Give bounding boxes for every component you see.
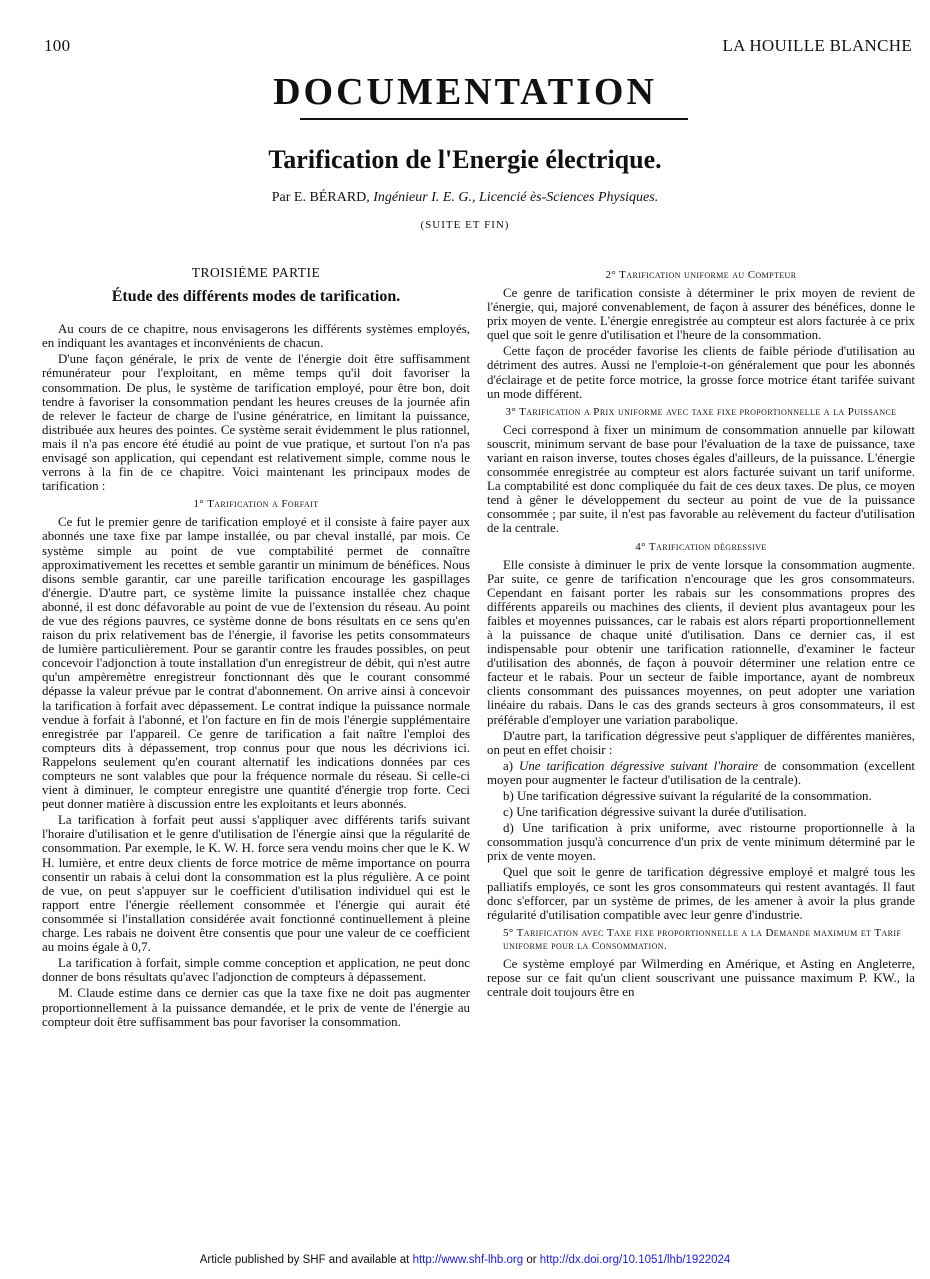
article-title: Tarification de l'Energie électrique. — [268, 145, 662, 174]
part-heading: TROISIÈME PARTIE — [191, 266, 321, 280]
paragraph: Ce système employé par Wilmerding en Amérique, et Asting en Angleterre, repose sur ce fait qu'un client souscrivant une puissance maximum P. KW., la centrale doit toujours être en — [487, 956, 915, 1000]
paragraph: Ceci correspond à fixer un minimum de consommation annuelle par kilowatt souscrit, minimum servant de base pour l'évaluation de la taxe de puissance, taxe variant en raison inverse, toutes choses égales d'ailleurs, de la puissance. L'énergie consommée enregistrée au compteur est alors facturée suivant un tarif uniforme. La comptabilité est donc compliquée du fait de ces deux taxes. De plus, ce moyen tend à gêner le développement du secteur au point de vue de la puissance consommée ; par suite, il n'est pas favorable au relèvement du facteur d'utilisation de la centrale. — [487, 422, 915, 536]
list-item: b) Une tarification dégressive suivant la régularité de la consommation. — [503, 789, 872, 803]
subheading-forfait: 1° Tarification a Forfait — [193, 498, 319, 511]
doi-link[interactable]: http://dx.doi.org/10.1051/lhb/1922024 — [539, 1254, 731, 1266]
paragraph: D'une façon générale, le prix de vente de l'énergie doit être suffisamment rémunérateur pour l'exploitant, en même temps qu'il doit favoriser la consommation. De plus, le système de tarification employé, pour être bon, doit tendre à favoriser la consommation pendant les heures creuses de la journée afin de relever le facteur de charge de l'usine génératrice, en limitant la puissance, distribuée aux heures des pointes. Ce système serait évidemment le plus rationnel, mais il n'a pas encore été étudié au point de vue pratique, et surtout l'on n'a pas envisagé son application, qui cependant est relativement simple, comme nous le verrons à la fin de ce chapitre. Voici maintenant les principaux modes de tarification : — [42, 352, 470, 494]
paragraph: La tarification à forfait, simple comme conception et application, ne peut donc donner de bons résultats qu'avec l'adjonction de compteurs à dépassement. — [42, 956, 470, 985]
subheading-uniforme: 2° Tarification uniforme au Compteur — [605, 269, 797, 281]
list-item: d) Une tarification à prix uniforme, avec ristourne proportionnelle à la consommation jusqu'à concurrence d'un prix de vente minimum déterminé par le prix de vente moyen. — [487, 821, 915, 864]
paragraph: Quel que soit le genre de tarification dégressive employé et malgré tous les palliatifs employés, ce sont les gros consommateurs qui restent avantagés. Il faut donc s'efforcer, par un système de primes, de les amener à avoir la plus grande régularité d'utilisation compatible avec leur genre d'industrie. — [487, 865, 915, 922]
study-heading: Étude des différents modes de tarification. — [111, 288, 401, 306]
byline — [0, 190, 930, 206]
paragraph: Cette façon de procéder favorise les clients de faible période d'utilisation au détriment des autres. Aussi ne l'emploie-t-on généralement que pour les abonnés d'éclairage et de petite force motrice, la grosse force motrice étant tarifée suivant un mode différent. — [487, 344, 915, 401]
byline-author: Par E. BÉRARD, — [271, 190, 370, 205]
subheading-demande: 5° Tarification avec Taxe fixe proportionnelle a la Demande maximum et Tarif uniforme pour la Consommation. — [503, 926, 902, 952]
journal-name: LA HOUILLE BLANCHE — [722, 36, 912, 55]
footer-text: Article published by SHF and available at — [199, 1254, 413, 1266]
paragraph: Au cours de ce chapitre, nous envisagerons les différents systèmes employés, en indiquant les avantages et inconvénients de chacun. — [42, 322, 470, 351]
subheading-puissance: 3° Tarification a Prix uniforme avec taxe fixe proportionnelle a la Puissance — [505, 405, 897, 418]
paragraph: D'autre part, la tarification dégressive peut s'appliquer de différentes manières, on peut en effet choisir : — [487, 728, 915, 757]
paragraph: La tarification à forfait peut aussi s'appliquer avec différents tarifs suivant l'horaire d'utilisation et le genre d'utilisation de l'énergie ainsi que la régularité de consommation. Par exemple, le K. W. H. force sera vendu moins cher que le K. W H. lumière, et entre deux clients de force motrice de même importance on pourra consentir un rabais à celui dont la consommation est la plus régulière. A ce point de vue, on peut s'appuyer sur le coefficient d'utilisation individuel qui est le rapport entre l'énergie réellement consommée et l'énergie qui aurait été consommée si l'installation considérée avait fonctionné continuellement à pleine charge. Les rabais ne doivent être consentis que pour une valeur de ce coefficient au moins égale à 0,7. — [42, 813, 470, 955]
page-number: 100 — [44, 36, 71, 55]
right-column — [487, 266, 915, 1231]
list-item: a) Une tarification dégressive suivant l'horaire de consommation (excellent moyen pour augmenter le facteur d'utilisation de la centrale). — [487, 758, 915, 787]
section-title: DOCUMENTATION — [273, 71, 657, 113]
footer-text-or: or — [523, 1254, 540, 1266]
shf-link[interactable]: http://www.shf-lhb.org — [412, 1254, 524, 1266]
paragraph: Elle consiste à diminuer le prix de vente lorsque la consommation augmente. Par suite, ce genre de tarification n'encourage que les gros consommateurs. Cependant en faisant porter les rabais sur les consommations propres des différents appareils ou machines des clients, il devient plus avantageux pour les faibles et moyennes puissances, car le rabais est alors réparti proportionnellement à la puissance de chaque unité d'utilisation. Dans ce dernier cas, il est indispensable pour obtenir une tarification rationnelle, d'examiner le facteur d'utilisation des abonnés, de façon à pouvoir déterminer une relation entre ce facteur et le rabais. Pour un secteur de faible importance, ayant de nombreux clients consommant des puissances moyennes, on peut adopter une variation linéaire du rabais. Dans le cas des grands secteurs à gros consommateurs, il est préférable d'employer une variation parabolique. — [487, 557, 915, 727]
paragraph: Ce genre de tarification consiste à déterminer le prix moyen de revient de l'énergie, qui, majoré convenablement, de façon à assurer des bénéfices, donne le prix moyen de vente. L'énergie enregistrée au compteur est alors facturée à ce prix quel que soit le genre d'utilisation et l'heure de la consommation. — [487, 286, 915, 343]
byline-affiliation: Ingénieur I. E. G., Licencié ès-Sciences Physiques. — [373, 190, 659, 205]
paragraph: Ce fut le premier genre de tarification employé et il consiste à faire payer aux abonnés une taxe fixe par lampe installée, ou par cheval installé, par mois. Ce système simple au point de vue comptabilité permet de connaître approximativement les recettes et semble garantir un minimum de bénéfices. Nous disons semble garantir, car une pareille tarification encourage les gaspillages d'énergie. D'autre part, ce système limite la puissance installée chez chaque abonné, il est donc défavorable au point de vue de l'extension du réseau. Au point de vue des régions pauvres, ce système donne de bons résultats en ce sens qu'en raison du prix relativement bas de l'énergie, il favorise les petits consommateurs de lumière particulièrement. Pour se garantir contre les fraudes possibles, on peut concevoir l'adjonction à toute installation d'un enregistreur de débit, qui n'est autre qu'un ampèremètre enregistreur fonctionnant dès que le courant consommé dépasse la valeur prévue par le contrat d'abonnement. On arrive ainsi à concevoir la tarification à forfait avec dépassement. Le contrat indique la puissance normale vendue à forfait à l'abonné, et l'on facture en fin de mois l'énergie supplémentaire enregistrée par l'appareil. Ce genre de tarification a fait naître l'emploi des compteurs dits à dépassement, trop connus pour que nous les décrivions ici. Rappelons seulement qu'en courant alternatif les indications données par ces compteurs ne sont valables que pour la fréquence normale du réseau. Si celle-ci vient à diminuer, le compteur enregistre une quantité d'énergie trop forte. Ceci peut donner matière à discussion entre les exploitants et leurs abonnés. — [42, 515, 470, 812]
footer — [0, 1254, 930, 1266]
suite-label: (SUITE ET FIN) — [420, 219, 510, 231]
subheading-degressive: 4° Tarification dégressive — [635, 540, 767, 553]
left-column — [42, 266, 470, 1231]
list-item: c) Une tarification dégressive suivant la durée d'utilisation. — [503, 805, 807, 820]
section-rule — [300, 118, 688, 120]
paragraph: M. Claude estime dans ce dernier cas que la taxe fixe ne doit pas augmenter proportionnellement à la puissance demandée, et le prix de vente de l'énergie au compteur doit être suffisamment bas pour favoriser la consommation. — [42, 986, 470, 1029]
